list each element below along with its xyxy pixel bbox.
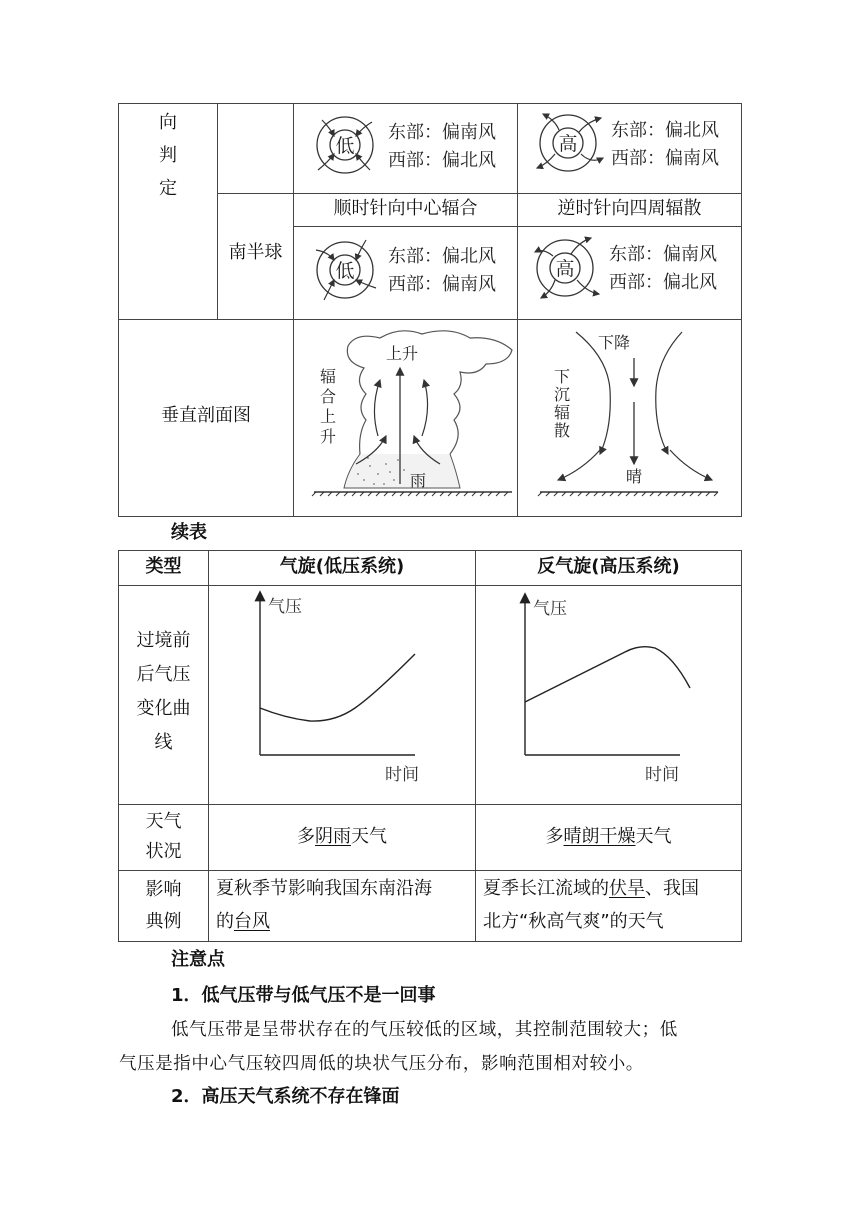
continued-label: 续表 xyxy=(171,522,207,543)
y-axis-label: 气压 xyxy=(533,599,567,619)
weather-anticyclone: 多晴朗干燥天气 xyxy=(545,826,672,847)
anticyclone-profile-diagram xyxy=(522,324,737,512)
west-wind: 西部：偏北风 xyxy=(609,272,717,293)
note-2-title: 2．高压天气系统不存在锋面 xyxy=(171,1086,400,1107)
converge-rise-char-3: 上 xyxy=(320,407,337,426)
cyclone-profile-diagram xyxy=(300,324,515,512)
weather-label: 天气 状况 xyxy=(145,811,182,862)
y-axis-label: 气压 xyxy=(268,597,302,617)
vertical-profile-label: 垂直剖面图 xyxy=(161,405,251,426)
east-wind: 东部：偏南风 xyxy=(609,244,717,265)
pressure-curve-label: 过境前 后气压 变化曲 线 xyxy=(136,630,191,753)
south-low-diagram xyxy=(300,230,515,316)
high-symbol: 高 xyxy=(558,133,578,155)
direction-label: 向 判 定 xyxy=(159,112,177,199)
sunny-label: 晴 xyxy=(626,467,643,486)
converge-rise-char-1: 辐 xyxy=(320,367,337,386)
high-symbol: 高 xyxy=(555,258,575,280)
north-high-diagram xyxy=(525,106,740,190)
descend-label: 下降 xyxy=(598,333,631,352)
note-1-title: 1．低气压带与低气压不是一回事 xyxy=(171,985,436,1006)
example-cyclone-line-2: 的台风 xyxy=(216,911,270,932)
subside-diverge-char-3: 辐 xyxy=(554,403,571,422)
west-wind: 西部：偏南风 xyxy=(611,148,719,169)
south-high-header: 逆时针向四周辐散 xyxy=(557,198,702,219)
converge-rise-char-2: 合 xyxy=(320,387,337,406)
notes-title: 注意点 xyxy=(171,949,225,970)
east-wind: 东部：偏北风 xyxy=(611,120,719,141)
x-axis-label: 时间 xyxy=(645,765,679,785)
south-hemisphere-label: 南半球 xyxy=(228,242,283,263)
subside-diverge-char-4: 散 xyxy=(554,421,571,440)
header-cyclone: 气旋(低压系统) xyxy=(279,556,405,577)
low-symbol: 低 xyxy=(335,260,355,282)
example-anticyclone-line-1: 夏季长江流域的伏旱、我国 xyxy=(483,878,699,899)
subside-diverge-char-1: 下 xyxy=(554,367,571,386)
rain-label: 雨 xyxy=(410,471,427,490)
example-cyclone-line-1: 夏秋季节影响我国东南沿海 xyxy=(216,878,432,899)
example-label: 影响 典例 xyxy=(145,879,182,932)
header-type: 类型 xyxy=(145,556,182,577)
west-wind: 西部：偏北风 xyxy=(388,150,496,171)
x-axis-label: 时间 xyxy=(385,765,419,785)
south-low-header: 顺时针向中心辐合 xyxy=(333,198,478,219)
north-low-diagram xyxy=(300,108,515,190)
cyclone-pressure-curve xyxy=(240,590,440,800)
note-1-line-2: 气压是指中心气压较四周低的块状气压分布，影响范围相对较小。 xyxy=(119,1054,644,1074)
note-1-line-1: 低气压带是呈带状存在的气压较低的区域，其控制范围较大；低 xyxy=(171,1020,678,1040)
low-symbol: 低 xyxy=(335,135,355,157)
subside-diverge-char-2: 沉 xyxy=(554,385,571,404)
rise-label: 上升 xyxy=(386,344,419,363)
east-wind: 东部：偏北风 xyxy=(388,246,496,267)
east-wind: 东部：偏南风 xyxy=(388,122,496,143)
weather-cyclone: 多阴雨天气 xyxy=(297,826,387,847)
converge-rise-char-4: 升 xyxy=(320,427,337,446)
anticyclone-pressure-curve xyxy=(505,590,715,800)
example-anticyclone-line-2: 北方“秋高气爽”的天气 xyxy=(483,911,664,932)
south-high-diagram xyxy=(525,230,740,316)
west-wind: 西部：偏南风 xyxy=(388,274,496,295)
header-anticyclone: 反气旋(高压系统) xyxy=(537,556,680,577)
